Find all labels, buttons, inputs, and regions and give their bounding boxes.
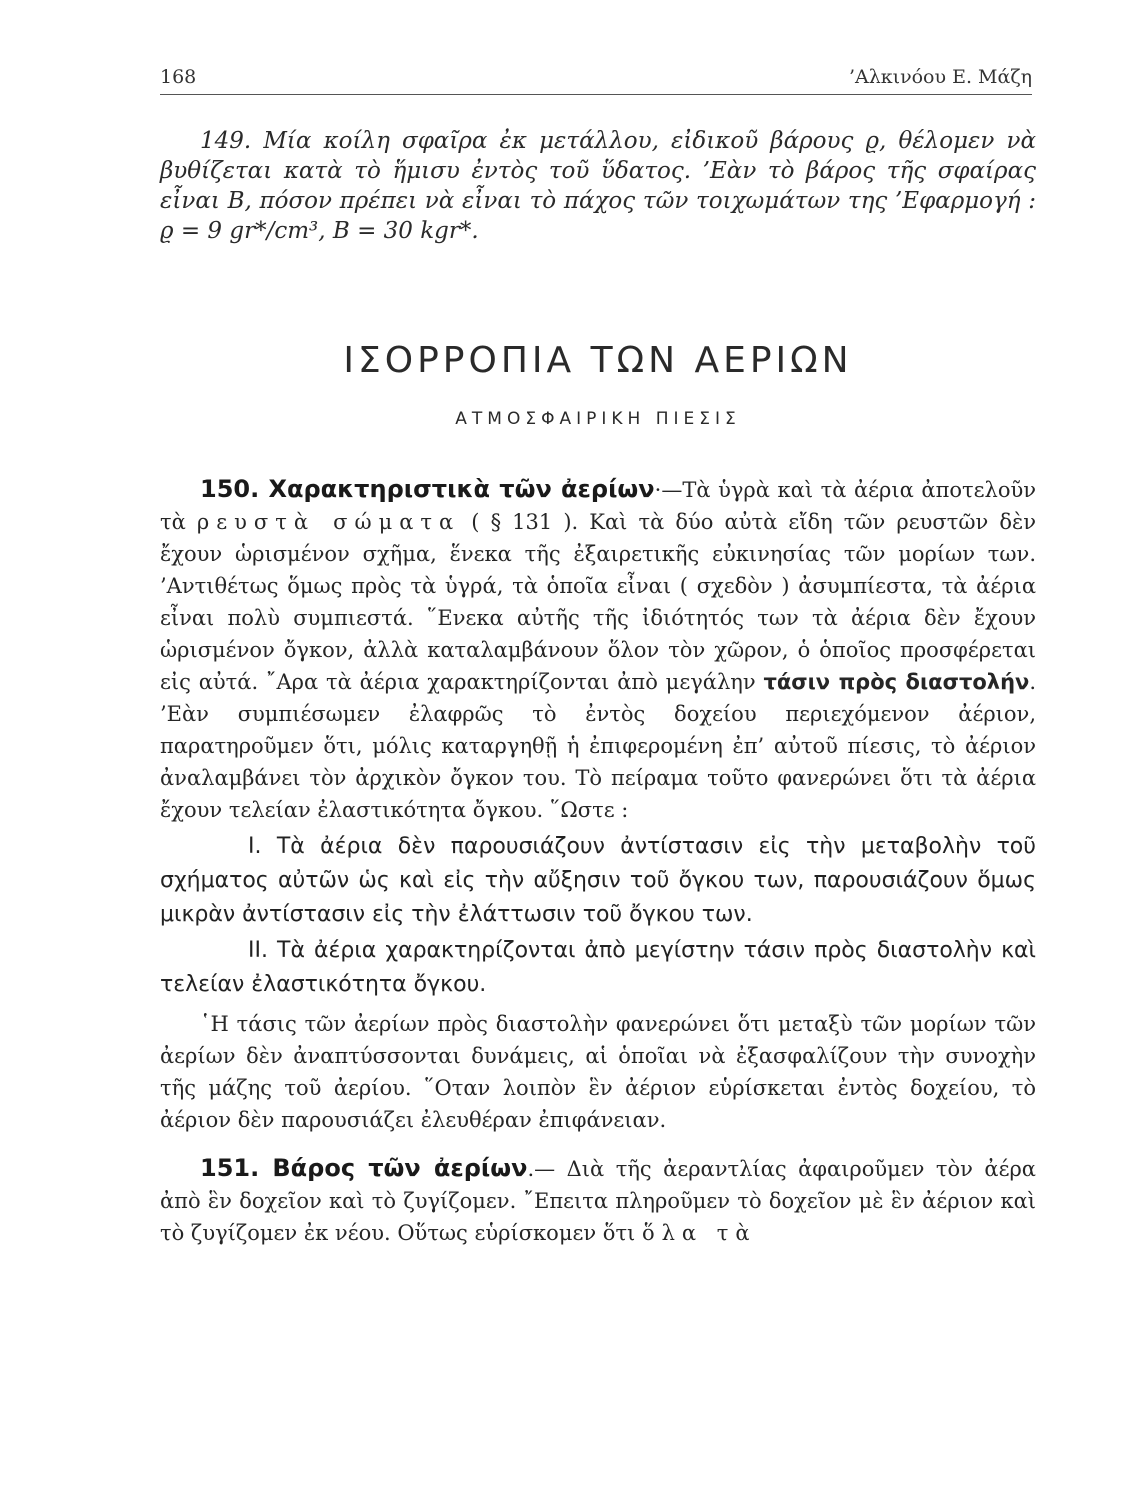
- page-number: 168: [160, 66, 197, 88]
- header-rule: [160, 94, 1032, 95]
- section-151-text-1: Διὰ τῆς ἀεραντλίας ἀφαιροῦμεν τὸν ἀέρα ἀπὸ ἓν δοχεῖον καὶ τὸ ζυγίζομεν. ῎Επειτα πληροῦμεν τὸ δοχεῖον μὲ ἓν ἀέριον καὶ τὸ ζυγίζομεν ἐκ νέου. Οὕτως εὑρίσκομεν ὅτι: [160, 1157, 1036, 1245]
- section-150-text-2: ( § 131 ). Καὶ τὰ δύο αὐτὰ εἴδη τῶν ρευστῶν δὲν ἔχουν ὡρισμένον σχῆμα, ἕνεκα τῆς ἐξαιρετικῆς εὐκινησίας τῶν μορίων των. ’Αντιθέτως ὅμως πρὸς τὰ ὑγρά, τὰ ὁποῖα εἶναι ( σχεδὸν ) ἀσυμπίεστα, τὰ ἀέρια εἶναι πολὺ συμπιεστά. ῞Ενεκα αὐτῆς τῆς ἰδιότητός των τὰ ἀέρια δὲν ἔχουν ὡρισμένον ὄγκον, ἀλλὰ καταλαμβάνουν ὅλον τὸν χῶρον, ὁ ὁποῖος προσφέρεται εἰς αὐτά. ῎Αρα τὰ ἀέρια χαρακτηρίζονται ἀπὸ μεγάλην: [160, 510, 1036, 694]
- section-150-text-1: Τὰ ὑγρὰ καὶ τὰ ἀέρια ἀποτελοῦν τὰ: [160, 478, 1036, 534]
- section-150-bold-term: τάσιν πρὸς διαστολήν: [763, 670, 1030, 694]
- section-151-paragraph: [160, 1152, 1036, 1249]
- problem-149: 149. Μία κοίλη σφαῖρα ἐκ μετάλλου, εἰδικοῦ βάρους ϱ, θέλομεν νὰ βυθίζεται κατὰ τὸ ἥμισυ ἐντὸς τοῦ ὕδατος. ’Εὰν τὸ βάρος τῆς σφαίρας εἶναι Β, πόσον πρέπει νὰ εἶναι τὸ πάχος τῶν τοιχωμάτων της ’Εφαρμογή : ϱ = 9 gr*/cm³, Β = 30 kgr*.: [160, 128, 1036, 244]
- section-150-closing: ῾Η τάσις τῶν ἀερίων πρὸς διαστολὴν φανερώνει ὅτι μεταξὺ τῶν μορίων τῶν ἀερίων δὲν ἀναπτύσσονται δυνάμεις, αἱ ὁποῖαι νὰ ἐξασφαλίζουν τὴν συνοχὴν τῆς μάζης τοῦ ἀερίου. ῞Οταν λοιπὸν ἓν ἀέριον εὑρίσκεται ἐντὸς δοχείου, τὸ ἀέριον δὲν παρουσιάζει ἐλευθέραν ἐπιφάνειαν.: [160, 1012, 1036, 1132]
- section-150-paragraph: [160, 473, 1036, 826]
- point-2: ΙΙ. Τὰ ἀέρια χαρακτηρίζονται ἀπὸ μεγίστην τάσιν πρὸς διαστολὴν καὶ τελείαν ἐλαστικότητα ὄγκου.: [160, 938, 1036, 997]
- section-150-spaced-term: ρευστὰ σώματα: [196, 510, 461, 534]
- running-head: ’Αλκινόου Ε. Μάζη: [848, 66, 1032, 88]
- section-150-text-3: . ’Εὰν συμπιέσωμεν ἐλαφρῶς τὸ ἐντὸς δοχείου περιεχόμενον ἀέριον, παρατηροῦμεν ὅτι, μόλις καταργηθῇ ἡ ἐπιφερομένη ἐπ’ αὐτοῦ πίεσις, τὸ ἀέριον ἀναλαμβάνει τὸν ἀρχικὸν ὄγκον του. Τὸ πείραμα τοῦτο φανερώνει ὅτι τὰ ἀέρια ἔχουν τελείαν ἐλαστικότητα ὄγκου. ῞Ωστε :: [160, 670, 1037, 822]
- chapter-subtitle: ΑΤΜΟΣΦΑΙΡΙΚΗ ΠΙΕΣΙΣ: [455, 409, 741, 429]
- page-body: [160, 126, 1036, 1249]
- section-151-spaced-term: ὅλα τὰ: [641, 1221, 757, 1245]
- page-header: [160, 60, 1032, 96]
- section-150-dash: ·—: [654, 478, 683, 502]
- section-150-points: [160, 830, 1036, 1002]
- section-150-heading: 150. Χαρακτηριστικὰ τῶν ἀερίων: [200, 475, 655, 503]
- point-1: Ι. Τὰ ἀέρια δὲν παρουσιάζουν ἀντίστασιν εἰς τὴν μεταβολὴν τοῦ σχήματος αὐτῶν ὡς καὶ εἰς τὴν αὔξησιν τοῦ ὄγκου των, παρουσιάζουν ὅμως μικρὰν ἀντίστασιν εἰς τὴν ἐλάττωσιν τοῦ ὄγκου των.: [160, 834, 1036, 927]
- section-151-dash: .—: [527, 1157, 567, 1181]
- chapter-title: ΙΣΟΡΡΟΠΙΑ ΤΩΝ ΑΕΡΙΩΝ: [343, 340, 853, 381]
- section-151-heading: 151. Βάρος τῶν ἀερίων: [200, 1154, 528, 1182]
